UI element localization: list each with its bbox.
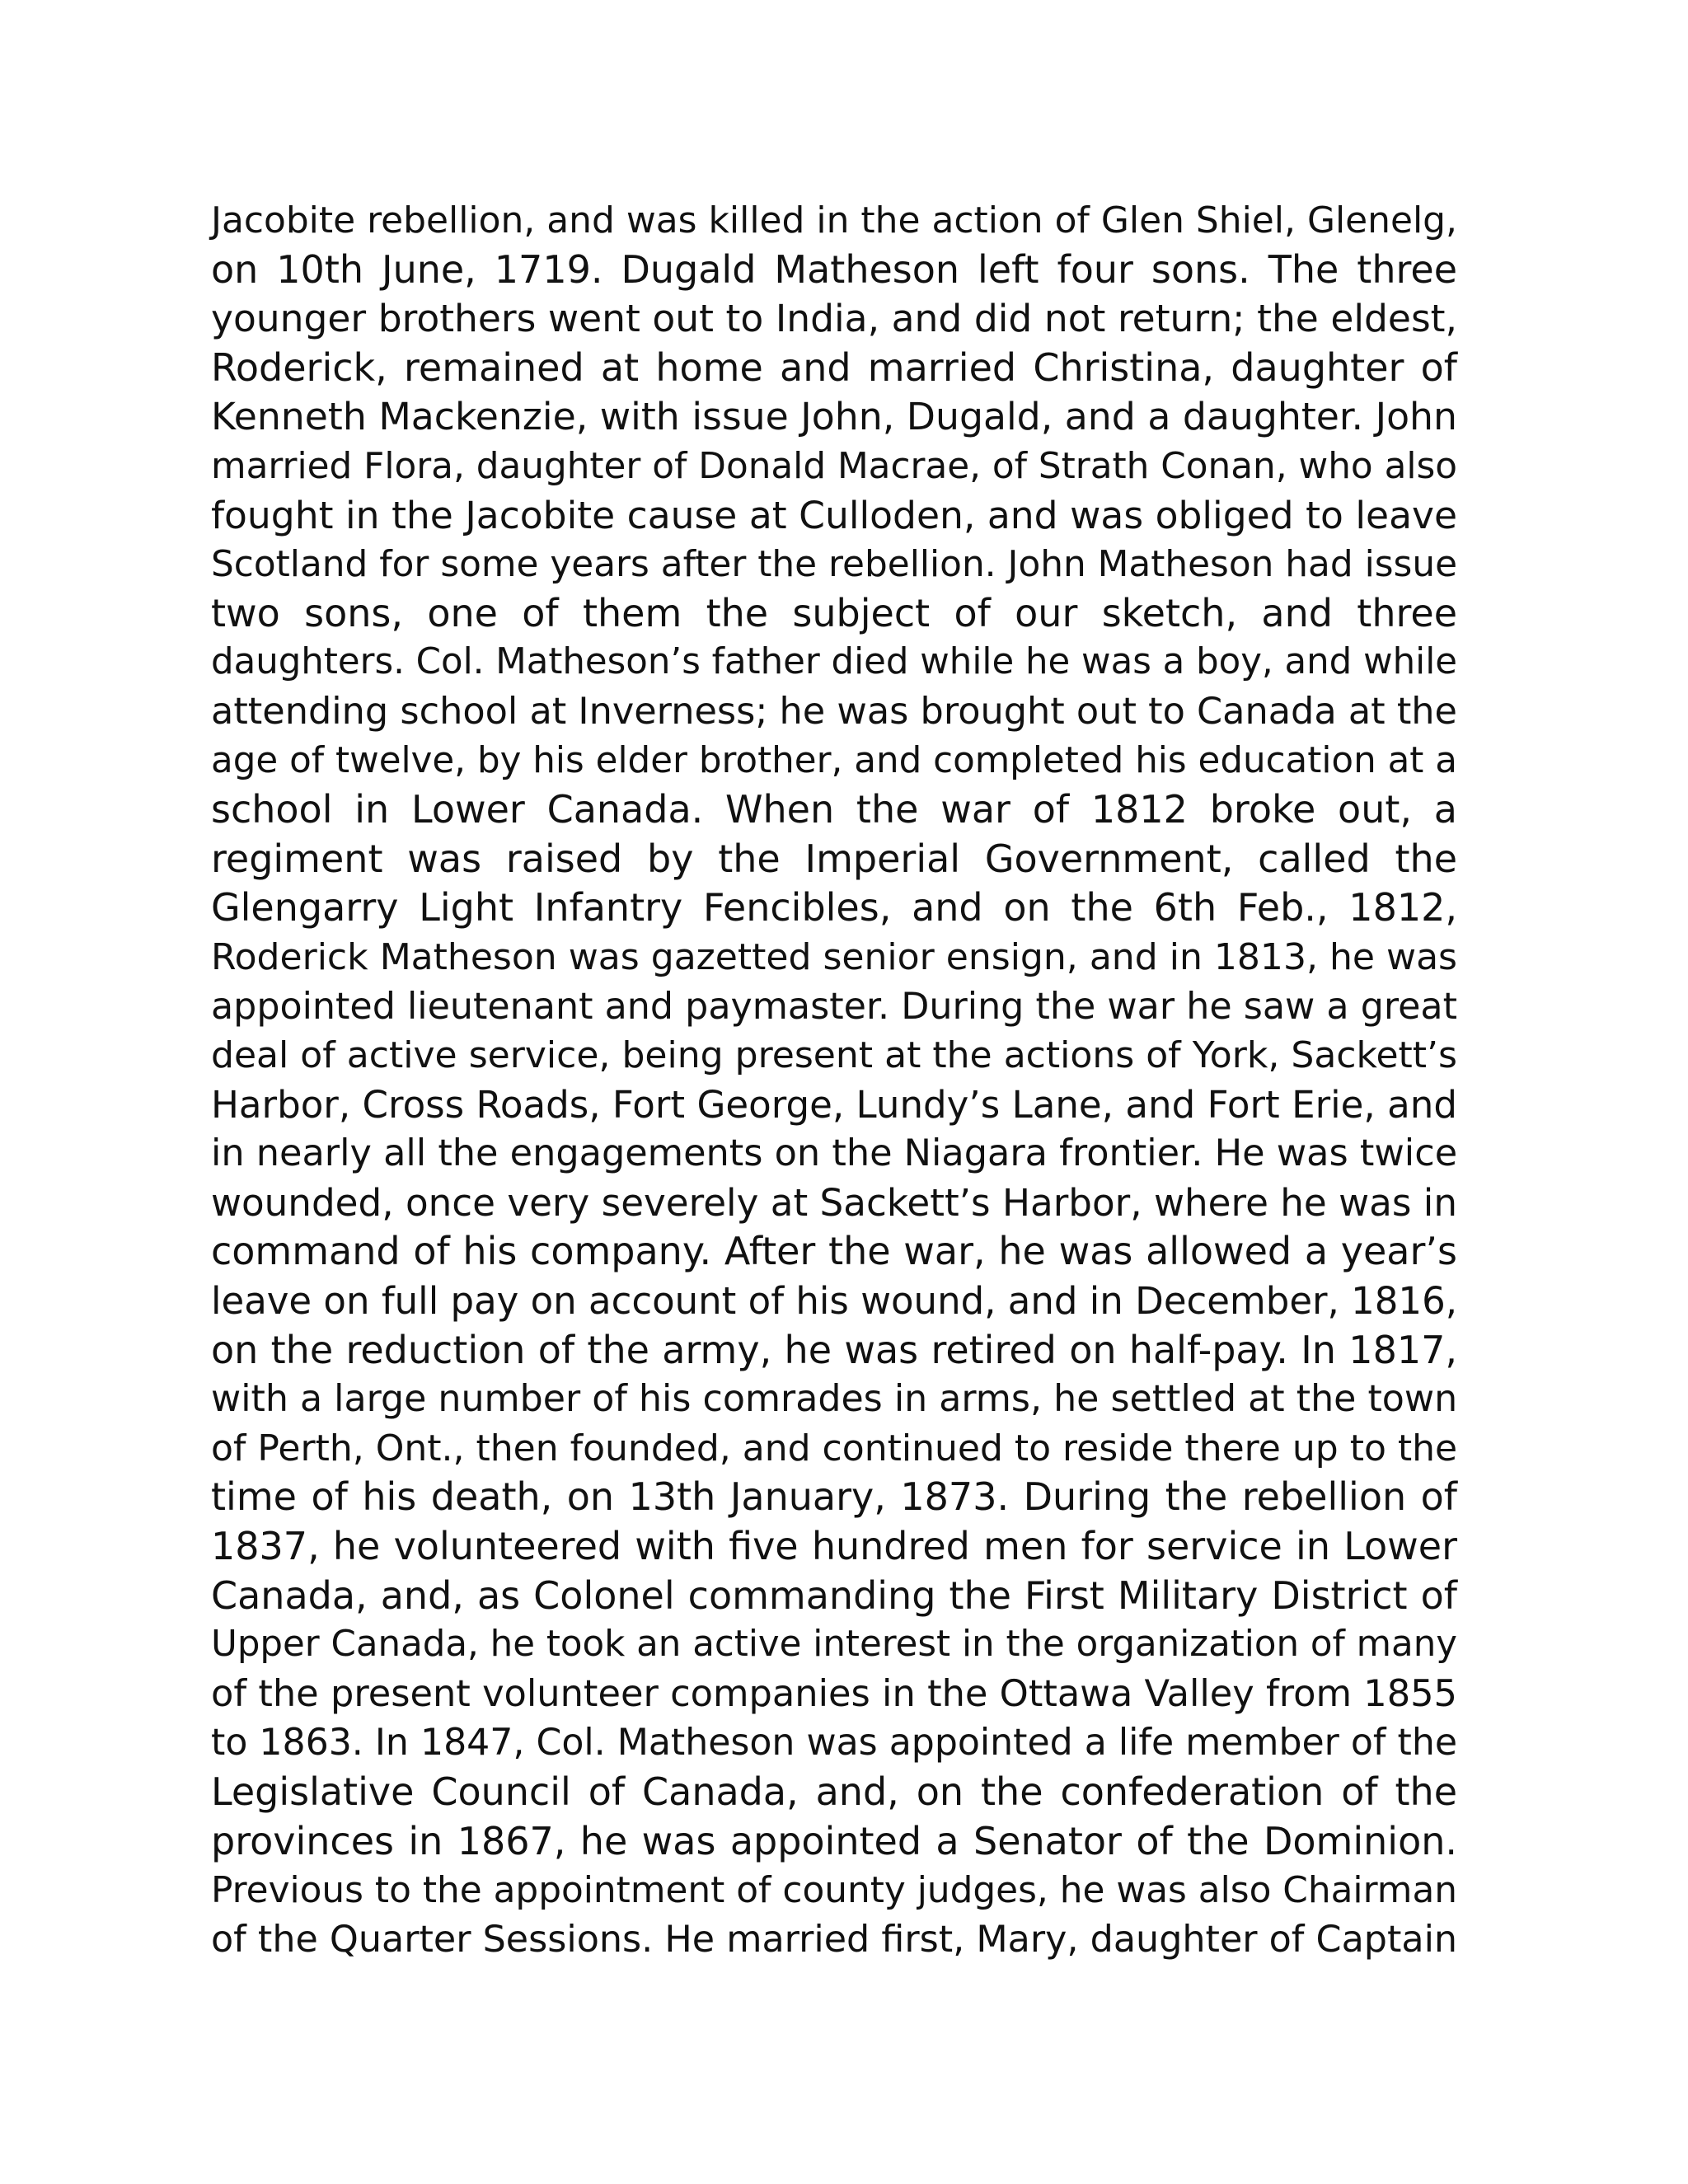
text-line: daughters. Col. Matheson’s father died while he was a boy, and while <box>211 641 1457 683</box>
text-line: Kenneth Mackenzie, with issue John, Dugald, and a daughter. John <box>211 395 1458 439</box>
text-line: Roderick Matheson was gazetted senior ensign, and in 1813, he was <box>211 935 1457 978</box>
body-text <box>211 196 1457 1964</box>
text-line: of the Quarter Sessions. He married first, Mary, daughter of Captain <box>211 1918 1458 1961</box>
text-line: married Flora, daughter of Donald Macrae, of Strath Conan, who also <box>211 444 1457 487</box>
text-line: of the present volunteer companies in the Ottawa Valley from 1855 <box>211 1671 1457 1715</box>
text-line: of Perth, Ont., then founded, and continued to reside there up to the <box>211 1427 1458 1469</box>
text-line: command of his company. After the war, he was allowed a year’s <box>211 1229 1457 1274</box>
text-line: Canada, and, as Colonel commanding the First Military District of <box>211 1572 1457 1618</box>
text-line: fought in the Jacobite cause at Culloden, and was obliged to leave <box>211 493 1457 537</box>
text-line: on the reduction of the army, he was retired on half-pay. In 1817, <box>211 1327 1457 1372</box>
text-line: deal of active service, being present at the actions of York, Sackett’s <box>211 1034 1457 1077</box>
text-line: Jacobite rebellion, and was killed in the action of Glen Shiel, Glenelg, <box>211 199 1457 241</box>
text-line: on 10th June, 1719. Dugald Matheson left four sons. The three <box>211 246 1457 292</box>
text-line: 1837, he volunteered with five hundred men for service in Lower <box>211 1524 1457 1569</box>
text-line: time of his death, on 13th January, 1873. During the rebellion of <box>211 1474 1457 1520</box>
text-line: Glengarry Light Infantry Fencibles, and on the 6th Feb., 1812, <box>211 885 1457 930</box>
text-line: with a large number of his comrades in arms, he settled at the town <box>211 1378 1458 1421</box>
text-line: Scotland for some years after the rebellion. John Matheson had issue <box>211 543 1457 586</box>
text-line: leave on full pay on account of his wound, and in December, 1816, <box>211 1279 1457 1324</box>
text-line: younger brothers went out to India, and did not return; the eldest, <box>211 297 1457 341</box>
text-line: regiment was raised by the Imperial Government, called the <box>211 836 1457 881</box>
text-line: Harbor, Cross Roads, Fort George, Lundy’s Lane, and Fort Erie, and <box>211 1082 1457 1127</box>
text-line: in nearly all the engagements on the Niagara frontier. He was twice <box>211 1132 1458 1175</box>
text-line: school in Lower Canada. When the war of 1812 broke out, a <box>211 787 1457 832</box>
text-line: Roderick, remained at home and married Christina, daughter of <box>211 344 1457 390</box>
text-line: Upper Canada, he took an active interest in the organization of many <box>211 1624 1457 1666</box>
text-line: age of twelve, by his elder brother, and completed his education at a <box>211 739 1457 781</box>
text-line: to 1863. In 1847, Col. Matheson was appointed a life member of the <box>211 1722 1457 1765</box>
text-line: attending school at Inverness; he was brought out to Canada at the <box>211 689 1457 733</box>
text-line: wounded, once very severely at Sackett’s Harbor, where he was in <box>211 1180 1457 1225</box>
text-line: Previous to the appointment of county judges, he was also Chairman <box>211 1869 1457 1912</box>
text-line: provinces in 1867, he was appointed a Senator of the Dominion. <box>211 1818 1457 1863</box>
text-line: Legislative Council of Canada, and, on the confederation of the <box>211 1769 1457 1814</box>
text-line: appointed lieutenant and paymaster. During the war he saw a great <box>211 985 1457 1028</box>
text-line: two sons, one of them the subject of our sketch, and three <box>211 590 1457 635</box>
